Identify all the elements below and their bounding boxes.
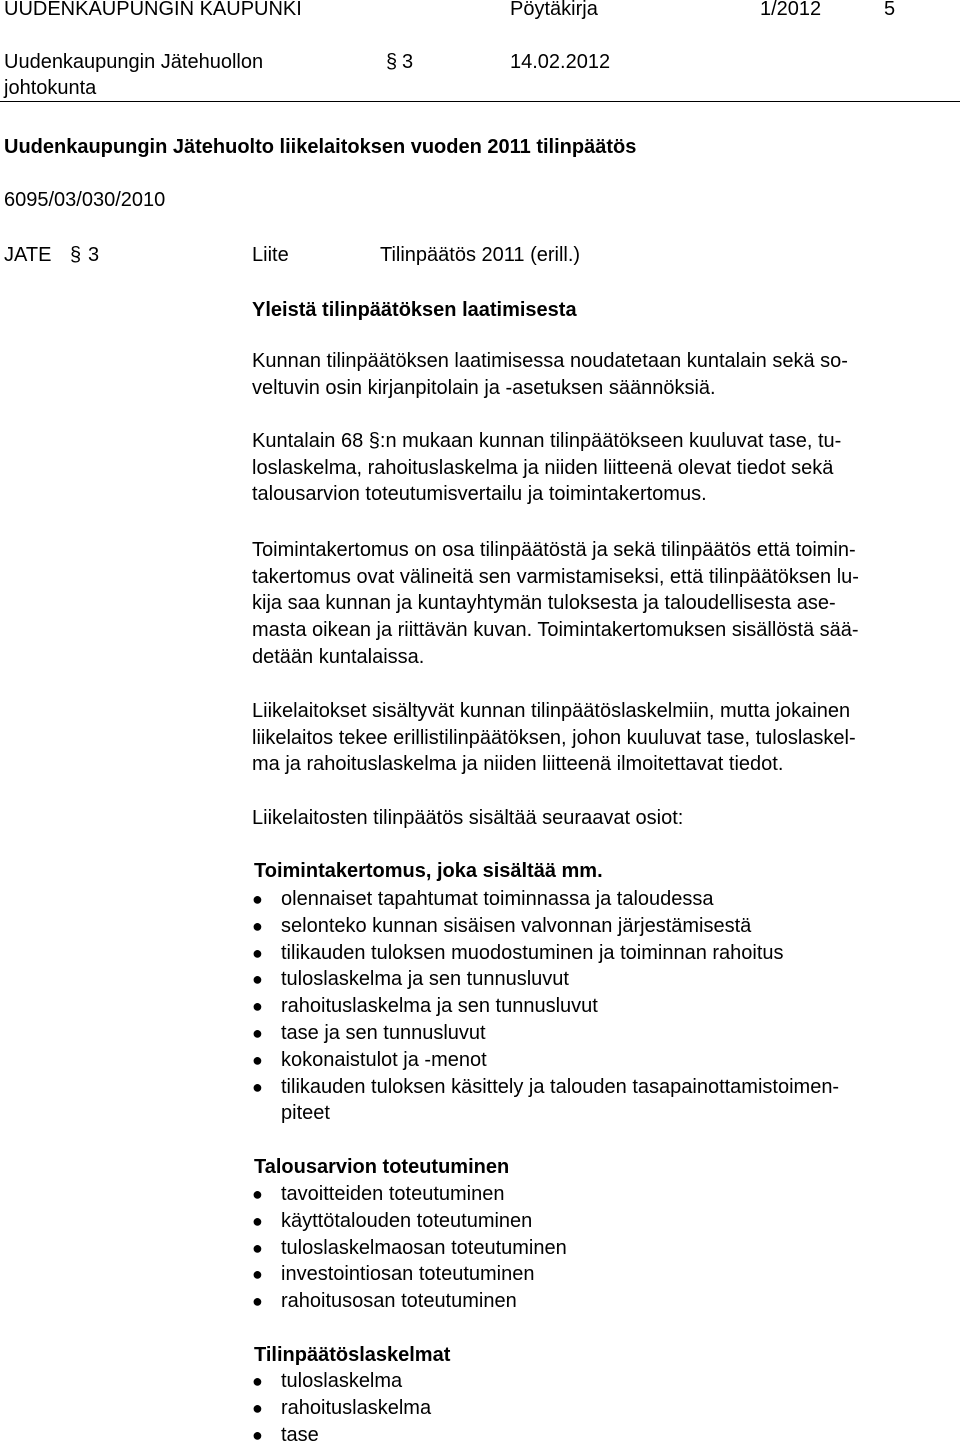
list-item: ● kokonaistulot ja -menot [252,1047,839,1074]
bullet-icon: ● [252,889,263,909]
bullet-icon: ● [252,1184,263,1204]
header-section-sign-icon: § [386,51,398,73]
bullet-icon: ● [252,996,263,1017]
list-item: ● tuloslaskelma [252,1368,431,1395]
paragraph-2-line: talousarvion toteutumisvertailu ja toimintakertomus. [252,483,707,506]
paragraph-4-line: Liikelaitokset sisältyvät kunnan tilinpäätöslaskelmiin, mutta jokainen [252,700,851,722]
paragraph-5 [252,805,960,832]
bullet-icon: ● [252,1076,263,1097]
bullet-icon: ● [252,1291,263,1312]
list-item: ● tuloslaskelmaosan toteutuminen [252,1235,567,1262]
bullet-icon: ● [252,1210,263,1231]
list-item: ● investointiosan toteutuminen [252,1261,567,1288]
item-section-sign-icon: § [70,244,82,266]
paragraph-4-line: ma ja rahoituslaskelma ja niiden liitteenä ilmoitettavat tiedot. [252,753,784,776]
paragraph-5-line: Liikelaitosten tilinpäätös sisältää seuraavat osiot: [252,807,684,829]
list-item: ● olennaiset tapahtumat toiminnassa ja taloudessa [252,886,839,913]
list-item: ● tavoitteiden toteutuminen [252,1181,567,1208]
bullet-icon: ● [252,1022,263,1043]
paragraph-3-line: takertomus ovat välineitä sen varmistamiseksi, että tilinpäätöksen lu- [252,565,859,588]
header-body-line2: johtokunta [4,77,97,99]
list-item: ● käyttötalouden toteutuminen [252,1208,567,1235]
bullet-icon: ● [252,1237,263,1258]
list-item: ● tilikauden tuloksen muodostuminen ja toiminnan rahoitus [252,940,839,967]
header-doc-number: 1/2012 [760,0,822,20]
attachment-label: Liite [252,244,289,266]
paragraph-2-text-before: Kuntalain 68 [252,430,369,452]
header-body-line1: Uudenkaupungin Jätehuollon [4,51,264,73]
bullet-icon: ● [252,1371,263,1391]
paragraph-2-line [252,428,960,455]
bullet-icon: ● [252,1397,263,1418]
list-item: ● tase [252,1422,431,1448]
paragraph-3-line: kija saa kunnan ja kuntayhtymän tuloksesta ja taloudellisesta ase- [252,592,836,615]
bullet-icon: ● [252,1424,263,1445]
list-item: ● tase ja sen tunnusluvut [252,1020,839,1047]
header-section-number: 3 [402,51,414,73]
header-date: 14.02.2012 [510,51,611,73]
bullet-icon: ● [252,1264,263,1285]
paragraph-2-line: loslaskelma, rahoituslaskelma ja niiden liitteenä olevat tiedot sekä [252,456,834,479]
paragraph-3 [252,537,960,671]
bullet-icon: ● [252,969,263,990]
item-section-number: 3 [88,244,100,266]
paragraph-2 [252,428,960,508]
bullet-icon: ● [252,915,263,936]
heading-financial-statements: Tilinpäätöslaskelmat [254,1344,451,1366]
list-item: ● rahoitusosan toteutuminen [252,1288,567,1315]
paragraph-3-line: Toimintakertomus on osa tilinpäätöstä ja sekä tilinpäätös että toimin- [252,539,856,561]
paragraph-3-line: masta oikean ja riittävän kuvan. Toimintakertomuksen sisällöstä sää- [252,619,859,642]
heading-activity-report: Toimintakertomus, joka sisältää mm. [254,860,603,882]
financial-statements-list [252,1368,431,1448]
budget-realization-list [252,1181,567,1315]
header-page-number: 5 [884,0,896,20]
bullet-icon: ● [252,1049,263,1070]
subject-title: Uudenkaupungin Jätehuolto liikelaitoksen vuoden 2011 tilinpäätös [4,136,637,158]
list-item: ● rahoituslaskelma ja sen tunnusluvut [252,993,839,1020]
paragraph-4 [252,698,960,778]
item-label: JATE [4,244,52,266]
heading-budget-realization: Talousarvion toteutuminen [254,1156,510,1178]
bullet-icon: ● [252,942,263,963]
paragraph-1 [252,348,960,401]
header-divider [0,101,960,102]
paragraph-1-line: veltuvin osin kirjanpitolain ja -asetuksen säännöksiä. [252,376,716,399]
list-item: ● selonteko kunnan sisäisen valvonnan järjestämisestä [252,913,839,940]
heading-general: Yleistä tilinpäätöksen laatimisesta [252,299,577,321]
header-doc-type: Pöytäkirja [510,0,598,20]
paragraph-4-line: liikelaitos tekee erillistilinpäätöksen, johon kuuluvat tase, tuloslaskel- [252,726,856,749]
paragraph-2-text-after: :n mukaan kunnan tilinpäätökseen kuuluvat tase, tu- [379,430,842,452]
section-sign-icon: § [368,430,380,452]
activity-report-list [252,886,839,1127]
header-org: UUDENKAUPUNGIN KAUPUNKI [4,0,302,20]
paragraph-1-line: Kunnan tilinpäätöksen laatimisessa noudatetaan kuntalain sekä so- [252,350,848,372]
subject-reference: 6095/03/030/2010 [4,189,166,211]
list-item: ● rahoituslaskelma [252,1395,431,1422]
paragraph-3-line: detään kuntalaissa. [252,645,425,668]
attachment-text: Tilinpäätös 2011 (erill.) [380,244,581,266]
list-item: ● tuloslaskelma ja sen tunnusluvut [252,966,839,993]
list-item: ● tilikauden tuloksen käsittely ja talouden tasapainottamistoimen- piteet [252,1075,840,1125]
